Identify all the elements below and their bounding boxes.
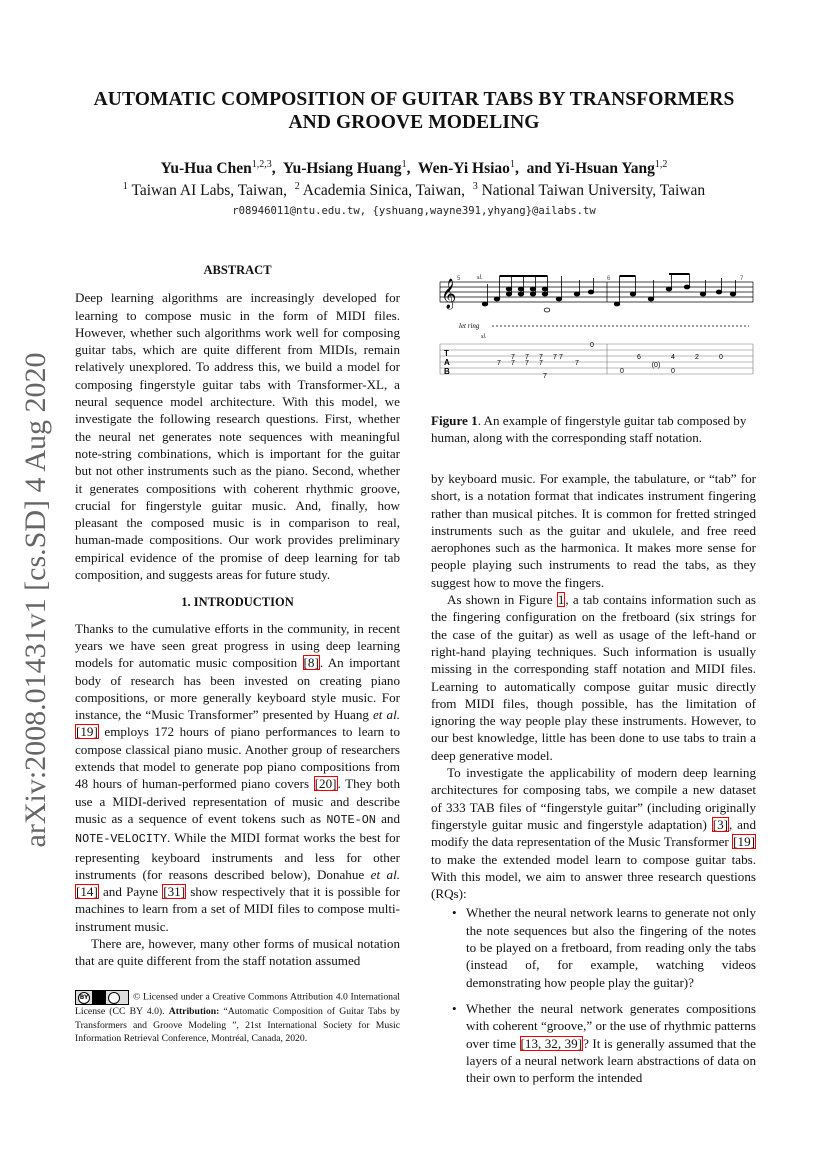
affil-2: Academia Sinica, Taiwan, bbox=[302, 182, 465, 200]
caption-text: . An example of fingerstyle guitar tab composed by human, along with the corresponding staff notation. bbox=[431, 413, 747, 446]
tab-number: 7 bbox=[539, 354, 543, 361]
slide-mark: sl. bbox=[477, 275, 483, 281]
citation-19[interactable]: [19] bbox=[733, 834, 755, 850]
citation-19[interactable]: [19] bbox=[76, 724, 98, 740]
affil-1: Taiwan AI Labs, Taiwan, bbox=[131, 182, 287, 200]
intro-text: and Payne bbox=[98, 884, 163, 900]
intro-text: show respectively that it is possible for machines to learn from a set of MIDI files to compose multi-instrument music. bbox=[75, 884, 400, 934]
right-paragraph-2 bbox=[431, 591, 756, 764]
figure-label: Figure 1 bbox=[431, 413, 478, 428]
tab-number: 7 bbox=[511, 360, 515, 367]
right-text: To investigate the applicability of modern deep learning architectures for composing tabs, we compile a new dataset of 333 TAB files of “fingerstyle guitar” (including originally fingerstyle guitar music and fingerstyle adaptation) bbox=[431, 765, 756, 832]
author-2-affil: 1 bbox=[401, 159, 407, 170]
author-1: Yu-Hua Chen bbox=[160, 160, 252, 178]
tab-number: 2 bbox=[695, 354, 699, 361]
tab-notation-graphic bbox=[437, 272, 755, 390]
author-emails: r08946011@ntu.edu.tw, {yshuang,wayne391,yhyang}@ailabs.tw bbox=[232, 205, 596, 217]
right-column-text bbox=[431, 470, 756, 1086]
footnote-text: © Licensed under a Creative Commons Attribution 4.0 International License (CC BY 4.0). bbox=[75, 991, 400, 1017]
author-3: Wen-Yi Hsiao bbox=[417, 160, 510, 178]
intro-text: . They both use a MIDI-derived representation of music and describe music as a sequence of event tokens such as bbox=[75, 776, 400, 826]
citation-8[interactable]: [8] bbox=[303, 655, 319, 671]
measure-number-6: 6 bbox=[607, 276, 611, 282]
intro-text: Thanks to the cumulative efforts in the community, in recent years we have seen great progress in using deep learning models for automatic music composition bbox=[75, 620, 400, 671]
author-4: and Yi-Hsuan Yang bbox=[526, 160, 655, 178]
right-text: , and modify the data representation of the Music Transformer bbox=[431, 816, 757, 850]
tab-number: 7 bbox=[539, 360, 543, 367]
intro-text: and bbox=[375, 810, 400, 826]
figure-1-caption bbox=[431, 412, 756, 447]
citation-31[interactable]: [31] bbox=[163, 884, 186, 900]
citation-14[interactable]: [14] bbox=[76, 884, 98, 900]
tab-number: 7 bbox=[511, 354, 515, 361]
tab-number: 7 bbox=[575, 360, 579, 367]
intro-text: employs 172 hours of piano performances to learn to compose classical piano music. Another group of researchers extends that model to generate pop piano compositions from 48 hours of human-performed piano covers bbox=[75, 724, 400, 792]
figure-1-notation bbox=[437, 272, 755, 390]
tab-number: 0 bbox=[719, 354, 723, 361]
token-note-on: NOTE-ON bbox=[326, 812, 376, 827]
author-list: Yu-Hua Chen$^{1,2,3}$, Yu-Hsiang Huang$^1$, Wen-Yi Hsiao$^1$, and Yi-Hsuan Yang$^{1,2}$ bbox=[160, 159, 668, 178]
right-text: to make the extended model learn to compose guitar tabs. With this model, we aim to answer three research questions (RQs): bbox=[431, 851, 756, 902]
tab-letter-t: T bbox=[444, 349, 449, 358]
tab-number: 7 bbox=[559, 354, 563, 361]
affil-2-num: 2 bbox=[294, 181, 300, 192]
author-2: Yu-Hsiang Huang bbox=[282, 160, 402, 178]
intro-heading: 1. INTRODUCTION bbox=[181, 595, 294, 610]
treble-clef-icon: 𝄞 bbox=[441, 279, 457, 309]
cc-by-icon bbox=[75, 990, 129, 1005]
tab-number: 7 bbox=[543, 373, 547, 380]
affiliations bbox=[40, 181, 788, 200]
rq-text: ? It is generally assumed that the layers of a neural network learn abstractions of data on their own to perform the intended bbox=[466, 1035, 756, 1086]
tab-letter-b: B bbox=[444, 367, 450, 376]
intro-paragraph-1 bbox=[75, 620, 400, 935]
tab-number: 0 bbox=[590, 342, 594, 349]
intro-etal: et al. bbox=[373, 707, 400, 723]
rq-text: Whether the neural network generates compositions with coherent “groove,” or the use of rhythmic patterns over time bbox=[466, 1000, 756, 1051]
arxiv-stamp bbox=[16, 330, 56, 870]
figure-1-link[interactable]: 1 bbox=[557, 592, 565, 608]
measure-number-7: 7 bbox=[740, 276, 744, 282]
license-footnote bbox=[75, 990, 400, 1046]
tab-number: 7 bbox=[525, 360, 529, 367]
tab-number: 7 bbox=[497, 360, 501, 367]
tab-number: 6 bbox=[637, 354, 641, 361]
tab-number: (0) bbox=[651, 362, 661, 369]
note-beams bbox=[500, 274, 690, 276]
tab-number: 7 bbox=[525, 354, 529, 361]
right-text: As shown in Figure bbox=[447, 592, 557, 608]
citation-3[interactable]: [3] bbox=[712, 816, 728, 832]
citation-groove[interactable]: [13, 32, 39] bbox=[520, 1035, 583, 1051]
right-paragraph-3 bbox=[431, 764, 756, 902]
abstract-heading: ABSTRACT bbox=[203, 263, 272, 277]
cc-by-label: BY bbox=[78, 992, 90, 1004]
citation-20[interactable]: [20] bbox=[314, 776, 337, 792]
affil-1-num: 1 bbox=[122, 181, 128, 192]
intro-paragraph-2: There are, however, many other forms of musical notation that are quite different from the staff notation assumed bbox=[75, 935, 400, 969]
author-3-affil: 1 bbox=[509, 159, 515, 170]
research-question-1: • Whether the neural network learns to generate not only the note sequences but also the fingering of the notes to be played on a fretboard, from reading only the tabs (instead of, for example, watching videos demonstrating how people play the guitar)? bbox=[431, 904, 756, 990]
right-paragraph-1: by keyboard music. For example, the tabulature, or “tab” for short, is a notation format that indicates instrument fingering rather than musical pitches. It is common for fretted stringed instruments such as the guitar and ukulele, and free reed aerophones such as the harmonica. It makes more sense for people playing such instruments to read the tabs, as they suggest how to move the fingers. bbox=[431, 471, 756, 590]
measure-number-5: 5 bbox=[457, 276, 461, 282]
let-ring-label: let ring bbox=[459, 322, 480, 330]
abstract-text: Deep learning algorithms are increasingly developed for learning to compose music in the form of MIDI files. However, whether such algorithms work well for composing guitar tabs, which are quite different from MIDIs, remain relatively unexplored. To address this, we build a model for composing fingerstyle guitar tabs with Transformer-XL, a neural sequence model architecture. With this model, we investigate the following research questions. First, whether the neural net generates note sequences with meaningful note-string combinations, which is important for the guitar but not other instruments such as the piano. Second, whether it generates compositions with coherent rhythmic groove, crucial for fingerstyle guitar music. And, finally, how pleasant the composed music is in comparison to real, human-made compositions. Our work provides preliminary empirical evidence of the promise of deep learning for tab composition, and suggests areas for future study. bbox=[75, 290, 400, 583]
token-note-velocity: NOTE-VELOCITY bbox=[75, 832, 168, 847]
tab-slide-mark: sl. bbox=[481, 334, 487, 340]
author-1-affil: 1,2,3 bbox=[251, 159, 272, 170]
affil-3-num: 3 bbox=[472, 181, 478, 192]
title-line-2: AND GROOVE MODELING bbox=[288, 112, 540, 133]
tab-staff-lines bbox=[440, 344, 753, 374]
paper-title bbox=[70, 88, 758, 134]
title-line-1: AUTOMATIC COMPOSITION OF GUITAR TABS BY TRANSFORMERS bbox=[93, 89, 735, 110]
author-4-affil: 1,2 bbox=[654, 159, 668, 170]
intro-etal: et al. bbox=[370, 866, 400, 882]
footnote-text: “Automatic Composition of Guitar Tabs by Transformers and Groove Modeling ”, 21st International Society for Music Information Retrieval Conference, Montréal, Canada, 2020. bbox=[75, 1006, 400, 1045]
tab-number: 4 bbox=[671, 354, 675, 361]
tab-letter-a: A bbox=[444, 358, 450, 367]
right-text: , a tab contains information such as the fingering configuration on the fretboard (six strings for the case of the guitar) as well as usage of the left-hand or right-hand playing techniques. Such information is usually missing in the corresponding staff notation and MIDI files. Learning to automatically compose guitar music directly from MIDI files, though possible, has the limitation of ignoring the way people play these instruments. However, to our best knowledge, little has been done to use tabs to train a deep generative model. bbox=[431, 592, 756, 763]
affil-3: National Taiwan University, Taiwan bbox=[481, 182, 706, 200]
tab-number: 0 bbox=[671, 368, 675, 375]
arxiv-stamp-text: arXiv:2008.01431v1 [cs.SD] 4 Aug 2020 bbox=[19, 352, 52, 848]
footnote-attribution: Attribution: bbox=[168, 1006, 220, 1017]
tab-number: 0 bbox=[620, 368, 624, 375]
tab-letters bbox=[444, 349, 450, 376]
research-questions-list bbox=[431, 904, 756, 1086]
intro-text: . While the MIDI format works the best for representing keyboard instruments and less for other instruments (for reasons described below), Donahue bbox=[75, 830, 400, 882]
abstract-section bbox=[75, 262, 400, 970]
intro-text: . An important body of research has been invested on creating piano compositions, or more generally keyboard style music. For instance, the “Music Transformer” presented by Huang bbox=[75, 655, 400, 723]
research-question-2 bbox=[431, 1000, 756, 1086]
tab-number: 7 bbox=[553, 354, 557, 361]
